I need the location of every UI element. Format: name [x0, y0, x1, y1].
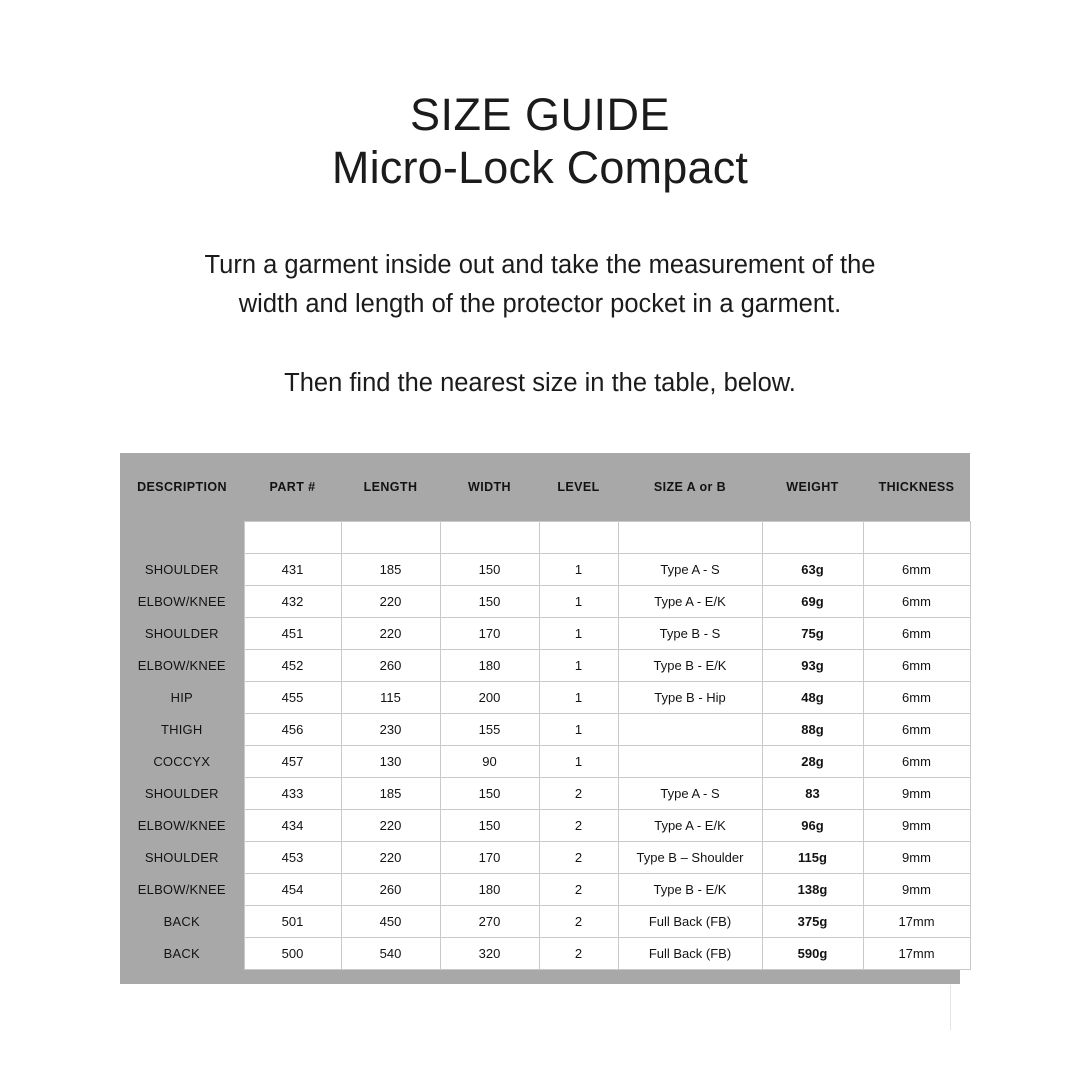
table-cell-weight: 375g — [762, 906, 863, 938]
table-cell-weight: 75g — [762, 618, 863, 650]
table-cell: 1 — [539, 650, 618, 682]
page-title — [0, 0, 1080, 194]
table-cell: 220 — [341, 810, 440, 842]
table-cell-description: ELBOW/KNEE — [120, 874, 244, 906]
table-cell: 180 — [440, 650, 539, 682]
table-cell: Type A - E/K — [618, 810, 762, 842]
table-cell-weight: 138g — [762, 874, 863, 906]
table-row — [120, 906, 970, 938]
column-header-size: SIZE A or B — [618, 453, 762, 522]
table-cell: 2 — [539, 810, 618, 842]
table-row — [120, 714, 970, 746]
table-cell: 452 — [244, 650, 341, 682]
table-cell: Type B – Shoulder — [618, 842, 762, 874]
table-cell: 230 — [341, 714, 440, 746]
column-header-description: DESCRIPTION — [120, 453, 244, 522]
table-cell: 220 — [341, 586, 440, 618]
table-cell-description: ELBOW/KNEE — [120, 650, 244, 682]
table-cell: 185 — [341, 778, 440, 810]
size-table — [120, 453, 971, 970]
table-cell: 17mm — [863, 938, 970, 970]
table-cell: 6mm — [863, 746, 970, 778]
table-padding-cell — [863, 522, 970, 554]
table-cell-description: SHOULDER — [120, 778, 244, 810]
instruction-line-3: Then find the nearest size in the table, below. — [284, 369, 796, 398]
table-cell: 180 — [440, 874, 539, 906]
table-cell: Type B - E/K — [618, 874, 762, 906]
table-row — [120, 650, 970, 682]
table-cell: 501 — [244, 906, 341, 938]
table-cell: 451 — [244, 618, 341, 650]
table-padding-cell — [244, 522, 341, 554]
instructions-block — [0, 246, 1080, 403]
table-padding-desc-cell — [120, 522, 244, 554]
table-row — [120, 554, 970, 586]
table-bottom-padding — [120, 970, 960, 984]
table-cell-description: COCCYX — [120, 746, 244, 778]
table-row — [120, 810, 970, 842]
table-cell-weight: 83 — [762, 778, 863, 810]
table-cell: 434 — [244, 810, 341, 842]
table-cell: 2 — [539, 906, 618, 938]
table-cell-weight: 63g — [762, 554, 863, 586]
table-cell: 170 — [440, 618, 539, 650]
column-header-thickness: THICKNESS — [863, 453, 970, 522]
table-cell: 1 — [539, 746, 618, 778]
table-cell: Full Back (FB) — [618, 938, 762, 970]
size-table-container — [120, 453, 960, 984]
table-cell: 455 — [244, 682, 341, 714]
table-cell: 1 — [539, 554, 618, 586]
table-cell: Type A - S — [618, 778, 762, 810]
table-top-padding-row — [120, 522, 970, 554]
table-cell: 1 — [539, 586, 618, 618]
table-cell — [618, 746, 762, 778]
table-cell: 2 — [539, 778, 618, 810]
table-cell: 155 — [440, 714, 539, 746]
table-row — [120, 938, 970, 970]
table-body — [120, 522, 970, 970]
table-cell: 450 — [341, 906, 440, 938]
table-cell-description: ELBOW/KNEE — [120, 586, 244, 618]
table-cell-description: BACK — [120, 906, 244, 938]
table-header-row — [120, 453, 970, 522]
table-cell-weight: 96g — [762, 810, 863, 842]
table-cell-description: SHOULDER — [120, 842, 244, 874]
table-cell: 115 — [341, 682, 440, 714]
instruction-line-1: Turn a garment inside out and take the measurement of the — [204, 251, 876, 280]
table-cell-description: BACK — [120, 938, 244, 970]
table-cell: 185 — [341, 554, 440, 586]
table-cell: 9mm — [863, 842, 970, 874]
table-cell: 432 — [244, 586, 341, 618]
table-cell: 1 — [539, 714, 618, 746]
table-cell: 2 — [539, 874, 618, 906]
table-padding-cell — [341, 522, 440, 554]
table-cell: Type B - Hip — [618, 682, 762, 714]
table-cell-description: HIP — [120, 682, 244, 714]
table-cell: 200 — [440, 682, 539, 714]
table-cell: 454 — [244, 874, 341, 906]
table-cell: 150 — [440, 554, 539, 586]
table-row — [120, 746, 970, 778]
column-header-level: LEVEL — [539, 453, 618, 522]
table-cell: 17mm — [863, 906, 970, 938]
table-cell: 500 — [244, 938, 341, 970]
table-cell: Type B - S — [618, 618, 762, 650]
column-header-width: WIDTH — [440, 453, 539, 522]
table-cell: 150 — [440, 778, 539, 810]
table-cell: 433 — [244, 778, 341, 810]
instruction-line-2: width and length of the protector pocket in a garment. — [238, 290, 842, 319]
table-cell: 6mm — [863, 714, 970, 746]
table-padding-cell — [762, 522, 863, 554]
table-cell: 170 — [440, 842, 539, 874]
table-row — [120, 778, 970, 810]
table-row — [120, 842, 970, 874]
table-padding-cell — [539, 522, 618, 554]
page-hairline — [950, 985, 951, 1030]
instructions-spacer — [0, 324, 1080, 364]
column-header-part: PART # — [244, 453, 341, 522]
table-cell-description: THIGH — [120, 714, 244, 746]
table-cell: 320 — [440, 938, 539, 970]
table-cell: 457 — [244, 746, 341, 778]
table-cell: 1 — [539, 618, 618, 650]
table-cell: Type B - E/K — [618, 650, 762, 682]
table-cell: 9mm — [863, 874, 970, 906]
table-cell-weight: 93g — [762, 650, 863, 682]
table-cell: 150 — [440, 810, 539, 842]
table-cell: 2 — [539, 842, 618, 874]
column-header-length: LENGTH — [341, 453, 440, 522]
table-cell: 260 — [341, 874, 440, 906]
table-cell-weight: 28g — [762, 746, 863, 778]
table-cell: Full Back (FB) — [618, 906, 762, 938]
table-cell-weight: 88g — [762, 714, 863, 746]
table-cell: 130 — [341, 746, 440, 778]
table-cell: 150 — [440, 586, 539, 618]
table-cell: 90 — [440, 746, 539, 778]
table-cell-weight: 115g — [762, 842, 863, 874]
table-cell: 9mm — [863, 778, 970, 810]
table-row — [120, 874, 970, 906]
title-secondary: Micro-Lock Compact — [331, 142, 749, 194]
table-padding-cell — [618, 522, 762, 554]
table-cell: 260 — [341, 650, 440, 682]
table-cell: Type A - S — [618, 554, 762, 586]
table-cell: 540 — [341, 938, 440, 970]
table-cell: 6mm — [863, 650, 970, 682]
table-cell: 431 — [244, 554, 341, 586]
table-cell-weight: 48g — [762, 682, 863, 714]
table-cell — [618, 714, 762, 746]
table-row — [120, 618, 970, 650]
table-cell: 1 — [539, 682, 618, 714]
table-padding-cell — [440, 522, 539, 554]
table-cell: 453 — [244, 842, 341, 874]
table-head — [120, 453, 970, 522]
table-cell: 220 — [341, 618, 440, 650]
column-header-weight: WEIGHT — [762, 453, 863, 522]
table-cell: 6mm — [863, 554, 970, 586]
table-cell: Type A - E/K — [618, 586, 762, 618]
table-cell: 220 — [341, 842, 440, 874]
title-primary: SIZE GUIDE — [409, 89, 671, 140]
table-cell: 456 — [244, 714, 341, 746]
table-cell: 6mm — [863, 618, 970, 650]
table-cell-weight: 590g — [762, 938, 863, 970]
table-row — [120, 586, 970, 618]
table-cell: 270 — [440, 906, 539, 938]
table-cell: 6mm — [863, 586, 970, 618]
table-cell-description: ELBOW/KNEE — [120, 810, 244, 842]
table-cell: 2 — [539, 938, 618, 970]
table-cell: 6mm — [863, 682, 970, 714]
table-row — [120, 682, 970, 714]
table-cell: 9mm — [863, 810, 970, 842]
table-cell-description: SHOULDER — [120, 618, 244, 650]
table-cell-description: SHOULDER — [120, 554, 244, 586]
table-cell-weight: 69g — [762, 586, 863, 618]
